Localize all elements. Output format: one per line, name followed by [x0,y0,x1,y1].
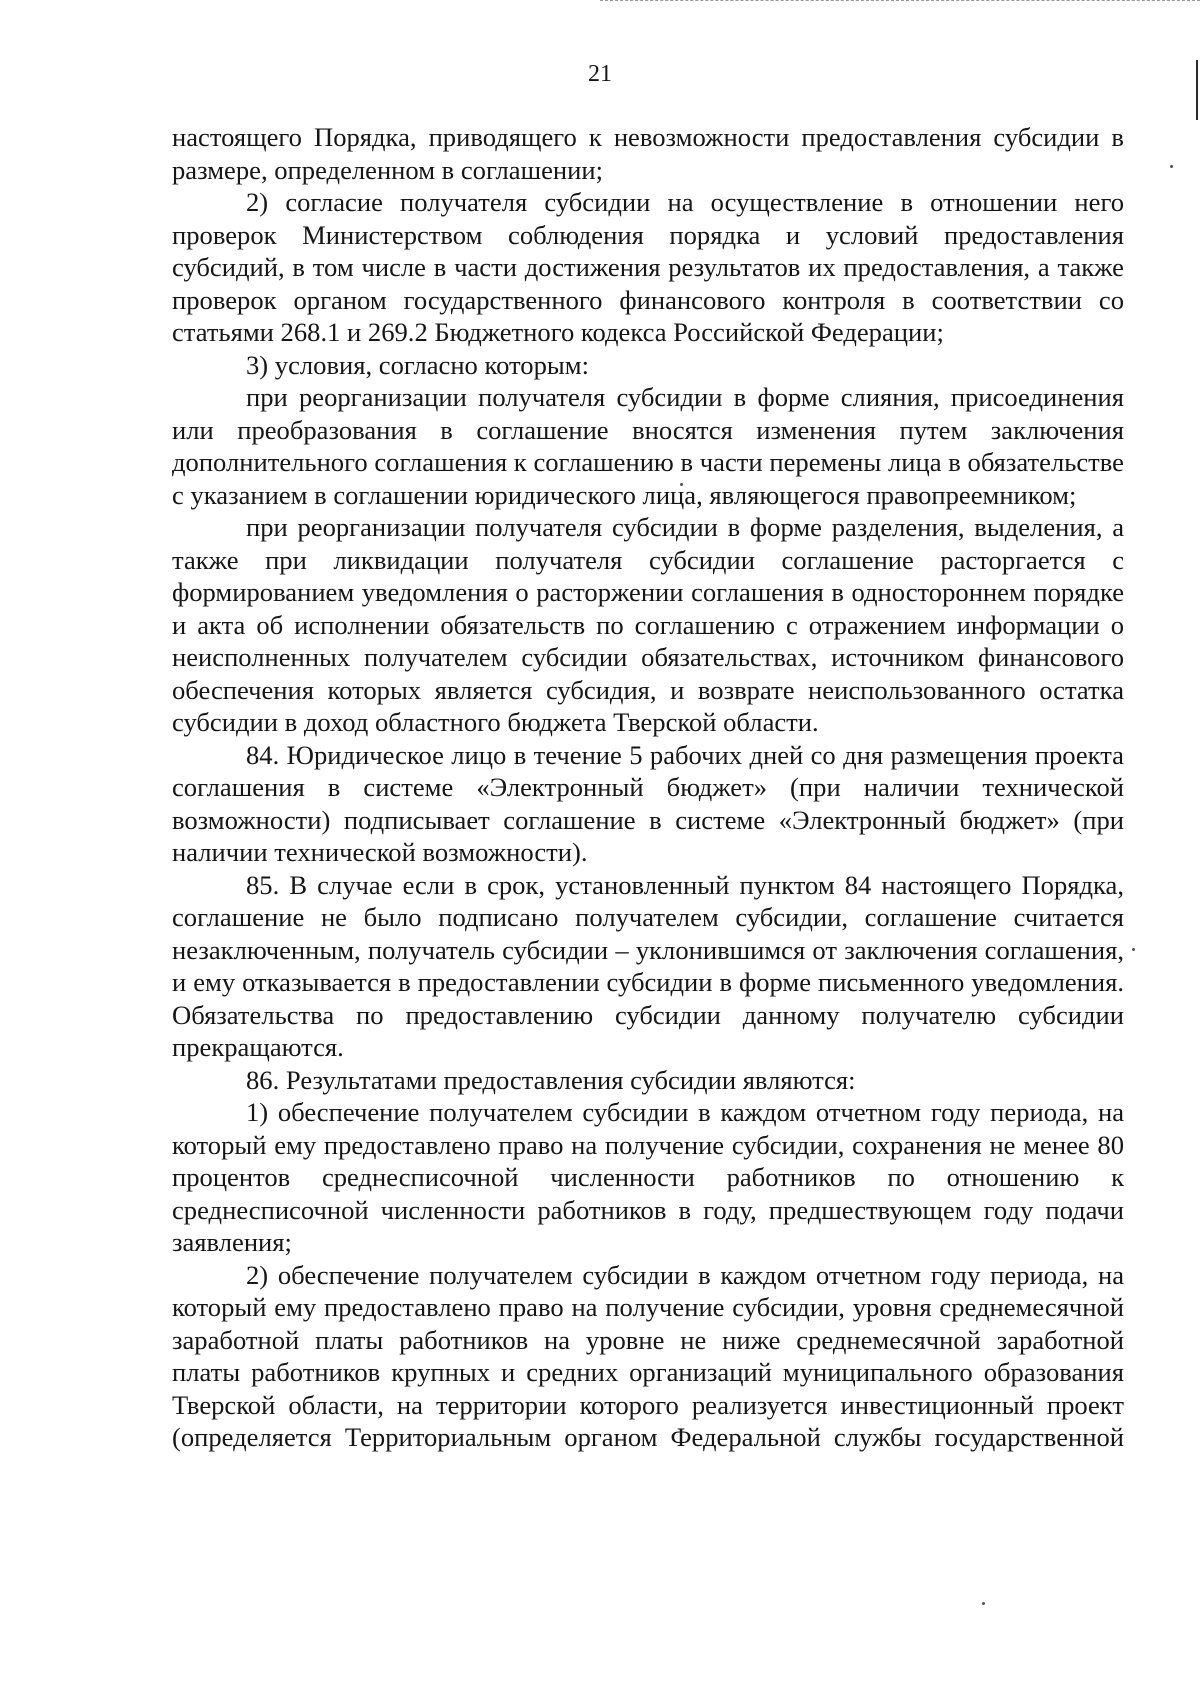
paragraph-point-84: 84. Юридическое лицо в течение 5 рабочих дней со дня размещения проекта соглашения в системе «Электронный бюджет» (при наличии технической возможности) подписывает соглашение в системе «Электронный бюджет» (при наличии технической возможности). [172,739,1124,867]
document-body [172,121,1124,1454]
paragraph-continuation: настоящего Порядка, приводящего к невозможности предоставления субсидии в размере, определенном в соглашении; [172,122,1124,185]
paragraph-item-3-conditions: 3) условия, согласно которым: [246,349,589,380]
paragraph-point-86: 86. Результатами предоставления субсидии являются: [246,1064,856,1095]
paragraph-item-2-checks-consent: 2) согласие получателя субсидии на осуществление в отношении него проверок Министерством соблюдения порядка и условий предоставления субсидий, в том числе в части достижения результатов их предоставления, а также проверок органом государственного финансового контроля в соответствии со статьями 268.1 и 269.2 Бюджетного кодекса Российской Федерации; [172,187,1124,347]
scan-speck [1132,948,1135,951]
page-number: 21 [588,61,612,87]
paragraph-result-1-headcount: 1) обеспечение получателем субсидии в каждом отчетном году периода, на который ему предоставлено право на получение субсидии, сохранения не менее 80 процентов среднесписочной численности работников по отношению к среднесписочной численности работников в году, предшествующем году подачи заявления; [172,1097,1124,1257]
scan-speck [1170,165,1173,168]
paragraph-point-85: 85. В случае если в срок, установленный пунктом 84 настоящего Порядка, соглашение не было подписано получателем субсидии, соглашение считается незаключенным, получатель субсидии – уклонившимся от заключения соглашения, и ему отказывается в предоставлении субсидии в форме письменного уведомления. Обязательства по предоставлению субсидии данному получателю субсидии прекращаются. [172,869,1124,1062]
paragraph-result-2-salary: 2) обеспечение получателем субсидии в каждом отчетном году периода, на который ему предоставлено право на получение субсидии, уровня среднемесячной заработной платы работников на уровне не ниже среднемесячной заработной платы работников крупных и средних организаций муниципального образования Тверской области, на территории которого реализуется инвестиционный проект (определяется Территориальным органом Федеральной службы государственной [172,1259,1124,1452]
paragraph-reorganization-merger: при реорганизации получателя субсидии в форме слияния, присоединения или преобразования в соглашение вносятся изменения путем заключения дополнительного соглашения к соглашению в части перемены лица в обязательстве с указанием в соглашении юридического лица, являющегося правопреемником; [172,382,1124,510]
scan-edge-top [600,0,1200,2]
scan-speck [982,1602,985,1605]
paragraph-reorganization-division: при реорганизации получателя субсидии в форме разделения, выделения, а также при ликвидации получателя субсидии соглашение расторгается с формированием уведомления о расторжении соглашения в одностороннем порядке и акта об исполнении обязательств по соглашению с отражением информации о неисполненных получателем субсидии обязательствах, источником финансового обеспечения которых является субсидия, и возврате неиспользованного остатка субсидии в доход областного бюджета Тверской области. [172,512,1124,737]
